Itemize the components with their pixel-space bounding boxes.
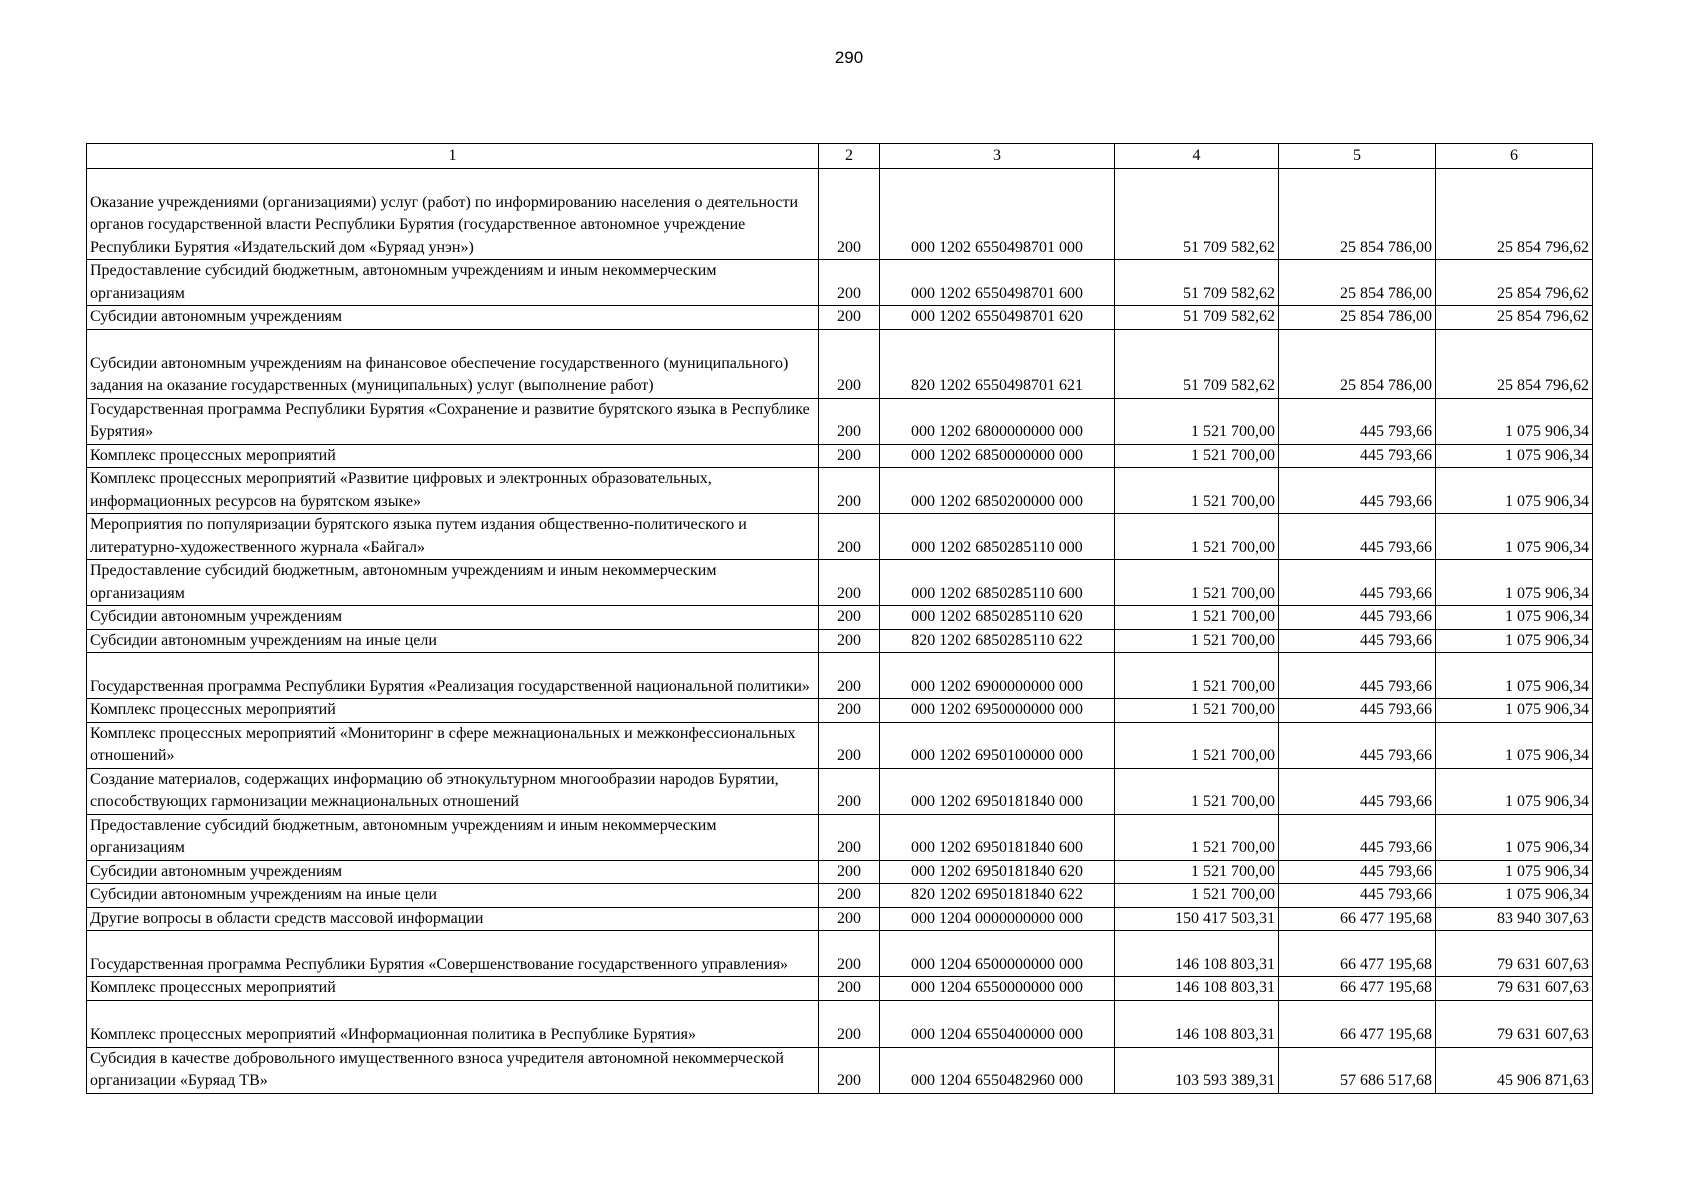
- item-name: Оказание учреждениями (организациями) услуг (работ) по информированию населения о деятельности органов государственной власти Республики Бурятия (государственное автономное учреждение Республики Бурятия «Издательский дом «Буряад унэн»): [87, 169, 819, 260]
- column-2-value: 200: [819, 931, 880, 977]
- amount-column-4: 1 521 700,00: [1115, 814, 1279, 860]
- item-name: Комплекс процессных мероприятий «Информационная политика в Республике Бурятия»: [87, 1000, 819, 1047]
- amount-column-4: 51 709 582,62: [1115, 329, 1279, 398]
- column-header-3: 3: [880, 144, 1115, 169]
- budget-code: 000 1202 6950000000 000: [880, 699, 1115, 723]
- budget-code: 000 1202 6850200000 000: [880, 468, 1115, 514]
- amount-column-6: 79 631 607,63: [1436, 977, 1593, 1001]
- amount-column-4: 1 521 700,00: [1115, 606, 1279, 630]
- amount-column-5: 445 793,66: [1279, 398, 1436, 444]
- amount-column-4: 1 521 700,00: [1115, 514, 1279, 560]
- column-2-value: 200: [819, 260, 880, 306]
- column-2-value: 200: [819, 884, 880, 908]
- budget-code: 000 1204 6550000000 000: [880, 977, 1115, 1001]
- item-name: Государственная программа Республики Бурятия «Сохранение и развитие бурятского языка в Республике Бурятия»: [87, 398, 819, 444]
- amount-column-5: 66 477 195,68: [1279, 1000, 1436, 1047]
- column-header-6: 6: [1436, 144, 1593, 169]
- item-name: Субсидия в качестве добровольного имущественного взноса учредителя автономной некоммерческой организации «Буряад ТВ»: [87, 1047, 819, 1093]
- amount-column-5: 445 793,66: [1279, 629, 1436, 653]
- column-header-1: 1: [87, 144, 819, 169]
- column-2-value: 200: [819, 306, 880, 330]
- table-row: [87, 722, 1593, 768]
- column-2-value: 200: [819, 629, 880, 653]
- column-header-2: 2: [819, 144, 880, 169]
- column-2-value: 200: [819, 699, 880, 723]
- amount-column-6: 1 075 906,34: [1436, 606, 1593, 630]
- budget-code: 820 1202 6950181840 622: [880, 884, 1115, 908]
- table-row: [87, 699, 1593, 723]
- amount-column-5: 66 477 195,68: [1279, 977, 1436, 1001]
- table-body: [87, 169, 1593, 1094]
- amount-column-6: 1 075 906,34: [1436, 468, 1593, 514]
- table-row: [87, 884, 1593, 908]
- table-row: [87, 653, 1593, 699]
- table-row: [87, 1000, 1593, 1047]
- budget-code: 000 1202 6550498701 620: [880, 306, 1115, 330]
- column-2-value: 200: [819, 1047, 880, 1093]
- column-2-value: 200: [819, 398, 880, 444]
- table-row: [87, 814, 1593, 860]
- column-2-value: 200: [819, 768, 880, 814]
- budget-code: 000 1202 6950181840 620: [880, 860, 1115, 884]
- amount-column-4: 1 521 700,00: [1115, 398, 1279, 444]
- amount-column-4: 1 521 700,00: [1115, 722, 1279, 768]
- budget-code: 000 1202 6800000000 000: [880, 398, 1115, 444]
- amount-column-4: 1 521 700,00: [1115, 560, 1279, 606]
- column-header-4: 4: [1115, 144, 1279, 169]
- item-name: Субсидии автономным учреждениям: [87, 606, 819, 630]
- amount-column-6: 25 854 796,62: [1436, 260, 1593, 306]
- amount-column-5: 445 793,66: [1279, 514, 1436, 560]
- amount-column-6: 1 075 906,34: [1436, 398, 1593, 444]
- table-row: [87, 329, 1593, 398]
- budget-table: [86, 143, 1593, 1094]
- amount-column-5: 25 854 786,00: [1279, 260, 1436, 306]
- table-row: [87, 860, 1593, 884]
- column-2-value: 200: [819, 560, 880, 606]
- budget-code: 820 1202 6850285110 622: [880, 629, 1115, 653]
- amount-column-6: 1 075 906,34: [1436, 814, 1593, 860]
- budget-code: 000 1202 6900000000 000: [880, 653, 1115, 699]
- budget-code: 000 1202 6850285110 600: [880, 560, 1115, 606]
- amount-column-6: 1 075 906,34: [1436, 560, 1593, 606]
- table-row: [87, 907, 1593, 931]
- item-name: Субсидии автономным учреждениям на иные цели: [87, 629, 819, 653]
- item-name: Другие вопросы в области средств массовой информации: [87, 907, 819, 931]
- amount-column-6: 1 075 906,34: [1436, 444, 1593, 468]
- table-row: [87, 1047, 1593, 1093]
- column-2-value: 200: [819, 860, 880, 884]
- page-number: 290: [834, 48, 864, 67]
- amount-column-4: 1 521 700,00: [1115, 444, 1279, 468]
- item-name: Мероприятия по популяризации бурятского языка путем издания общественно-политического и литературно-художественного журнала «Байгал»: [87, 514, 819, 560]
- table-row: [87, 169, 1593, 260]
- item-name: Субсидии автономным учреждениям: [87, 306, 819, 330]
- amount-column-6: 1 075 906,34: [1436, 629, 1593, 653]
- table-row: [87, 398, 1593, 444]
- budget-code: 000 1202 6850000000 000: [880, 444, 1115, 468]
- table-row: [87, 768, 1593, 814]
- table-row: [87, 629, 1593, 653]
- column-2-value: 200: [819, 468, 880, 514]
- amount-column-6: 1 075 906,34: [1436, 653, 1593, 699]
- item-name: Комплекс процессных мероприятий: [87, 699, 819, 723]
- item-name: Субсидии автономным учреждениям: [87, 860, 819, 884]
- item-name: Государственная программа Республики Бурятия «Совершенствование государственного управления»: [87, 931, 819, 977]
- column-2-value: 200: [819, 814, 880, 860]
- column-2-value: 200: [819, 722, 880, 768]
- table-row: [87, 444, 1593, 468]
- item-name: Предоставление субсидий бюджетным, автономным учреждениям и иным некоммерческим организациям: [87, 814, 819, 860]
- column-2-value: 200: [819, 1000, 880, 1047]
- amount-column-6: 1 075 906,34: [1436, 884, 1593, 908]
- column-2-value: 200: [819, 606, 880, 630]
- amount-column-5: 57 686 517,68: [1279, 1047, 1436, 1093]
- amount-column-4: 1 521 700,00: [1115, 860, 1279, 884]
- amount-column-6: 25 854 796,62: [1436, 306, 1593, 330]
- amount-column-4: 51 709 582,62: [1115, 260, 1279, 306]
- amount-column-6: 45 906 871,63: [1436, 1047, 1593, 1093]
- budget-code: 000 1204 6550400000 000: [880, 1000, 1115, 1047]
- amount-column-5: 445 793,66: [1279, 653, 1436, 699]
- budget-code: 000 1202 6850285110 620: [880, 606, 1115, 630]
- amount-column-4: 1 521 700,00: [1115, 699, 1279, 723]
- budget-code: 820 1202 6550498701 621: [880, 329, 1115, 398]
- amount-column-6: 1 075 906,34: [1436, 514, 1593, 560]
- amount-column-5: 25 854 786,00: [1279, 169, 1436, 260]
- amount-column-5: 25 854 786,00: [1279, 306, 1436, 330]
- table-row: [87, 977, 1593, 1001]
- table-row: [87, 560, 1593, 606]
- table-row: [87, 514, 1593, 560]
- column-2-value: 200: [819, 444, 880, 468]
- amount-column-4: 51 709 582,62: [1115, 306, 1279, 330]
- amount-column-5: 66 477 195,68: [1279, 931, 1436, 977]
- item-name: Комплекс процессных мероприятий «Мониторинг в сфере межнациональных и межконфессиональных отношений»: [87, 722, 819, 768]
- amount-column-4: 146 108 803,31: [1115, 1000, 1279, 1047]
- amount-column-4: 51 709 582,62: [1115, 169, 1279, 260]
- amount-column-4: 1 521 700,00: [1115, 884, 1279, 908]
- amount-column-5: 25 854 786,00: [1279, 329, 1436, 398]
- amount-column-5: 66 477 195,68: [1279, 907, 1436, 931]
- amount-column-6: 1 075 906,34: [1436, 699, 1593, 723]
- budget-code: 000 1204 0000000000 000: [880, 907, 1115, 931]
- amount-column-5: 445 793,66: [1279, 444, 1436, 468]
- item-name: Комплекс процессных мероприятий: [87, 977, 819, 1001]
- amount-column-4: 146 108 803,31: [1115, 977, 1279, 1001]
- column-2-value: 200: [819, 169, 880, 260]
- table-row: [87, 931, 1593, 977]
- amount-column-5: 445 793,66: [1279, 722, 1436, 768]
- column-2-value: 200: [819, 329, 880, 398]
- amount-column-5: 445 793,66: [1279, 768, 1436, 814]
- budget-code: 000 1202 6950181840 600: [880, 814, 1115, 860]
- column-2-value: 200: [819, 514, 880, 560]
- amount-column-5: 445 793,66: [1279, 884, 1436, 908]
- budget-code: 000 1204 6500000000 000: [880, 931, 1115, 977]
- amount-column-6: 83 940 307,63: [1436, 907, 1593, 931]
- item-name: Создание материалов, содержащих информацию об этнокультурном многообразии народов Бурятии, способствующих гармонизации межнациональных отношений: [87, 768, 819, 814]
- item-name: Субсидии автономным учреждениям на финансовое обеспечение государственного (муниципального) задания на оказание государственных (муниципальных) услуг (выполнение работ): [87, 329, 819, 398]
- amount-column-5: 445 793,66: [1279, 699, 1436, 723]
- amount-column-6: 25 854 796,62: [1436, 329, 1593, 398]
- amount-column-4: 1 521 700,00: [1115, 629, 1279, 653]
- amount-column-4: 1 521 700,00: [1115, 768, 1279, 814]
- table-row: [87, 468, 1593, 514]
- amount-column-4: 150 417 503,31: [1115, 907, 1279, 931]
- budget-code: 000 1202 6550498701 000: [880, 169, 1115, 260]
- item-name: Комплекс процессных мероприятий: [87, 444, 819, 468]
- item-name: Государственная программа Республики Бурятия «Реализация государственной национальной политики»: [87, 653, 819, 699]
- amount-column-6: 25 854 796,62: [1436, 169, 1593, 260]
- table-row: [87, 260, 1593, 306]
- amount-column-6: 1 075 906,34: [1436, 860, 1593, 884]
- table-header-row: [87, 144, 1593, 169]
- budget-code: 000 1202 6550498701 600: [880, 260, 1115, 306]
- amount-column-6: 1 075 906,34: [1436, 722, 1593, 768]
- amount-column-5: 445 793,66: [1279, 860, 1436, 884]
- budget-code: 000 1202 6850285110 000: [880, 514, 1115, 560]
- budget-code: 000 1204 6550482960 000: [880, 1047, 1115, 1093]
- table-row: [87, 606, 1593, 630]
- column-2-value: 200: [819, 907, 880, 931]
- amount-column-6: 79 631 607,63: [1436, 1000, 1593, 1047]
- column-2-value: 200: [819, 653, 880, 699]
- item-name: Предоставление субсидий бюджетным, автономным учреждениям и иным некоммерческим организациям: [87, 260, 819, 306]
- amount-column-4: 1 521 700,00: [1115, 653, 1279, 699]
- amount-column-5: 445 793,66: [1279, 814, 1436, 860]
- amount-column-5: 445 793,66: [1279, 606, 1436, 630]
- amount-column-4: 1 521 700,00: [1115, 468, 1279, 514]
- budget-code: 000 1202 6950100000 000: [880, 722, 1115, 768]
- amount-column-4: 103 593 389,31: [1115, 1047, 1279, 1093]
- column-2-value: 200: [819, 977, 880, 1001]
- column-header-5: 5: [1279, 144, 1436, 169]
- amount-column-6: 1 075 906,34: [1436, 768, 1593, 814]
- budget-code: 000 1202 6950181840 000: [880, 768, 1115, 814]
- amount-column-6: 79 631 607,63: [1436, 931, 1593, 977]
- item-name: Комплекс процессных мероприятий «Развитие цифровых и электронных образовательных, информационных ресурсов на бурятском языке»: [87, 468, 819, 514]
- amount-column-5: 445 793,66: [1279, 560, 1436, 606]
- amount-column-5: 445 793,66: [1279, 468, 1436, 514]
- amount-column-4: 146 108 803,31: [1115, 931, 1279, 977]
- item-name: Субсидии автономным учреждениям на иные цели: [87, 884, 819, 908]
- table-row: [87, 306, 1593, 330]
- item-name: Предоставление субсидий бюджетным, автономным учреждениям и иным некоммерческим организациям: [87, 560, 819, 606]
